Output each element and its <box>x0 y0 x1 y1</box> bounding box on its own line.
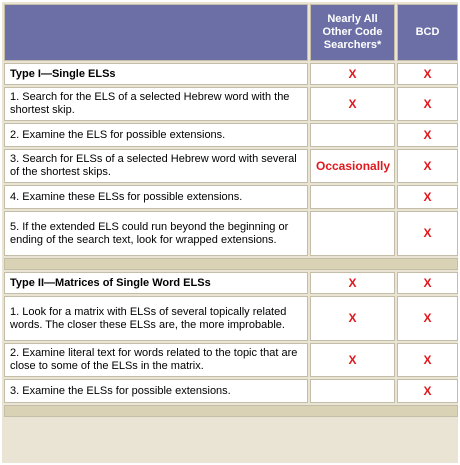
step-description: 2. Examine literal text for words related to the topic that are close to some of the ELSs in the matrix. <box>4 343 308 377</box>
table-header-row <box>4 4 458 61</box>
bcd-mark: X <box>397 63 458 85</box>
step-description: 3. Examine the ELSs for possible extensions. <box>4 379 308 403</box>
section-title: Type I—Single ELSs <box>4 63 308 85</box>
table-row <box>4 149 458 183</box>
other-searchers-mark: X <box>310 296 395 341</box>
separator-cell <box>4 405 458 417</box>
step-description: 3. Search for ELSs of a selected Hebrew word with several of the shortest skips. <box>4 149 308 183</box>
table-row <box>4 379 458 403</box>
bcd-mark: X <box>397 296 458 341</box>
bcd-mark: X <box>397 149 458 183</box>
section-separator-band <box>4 405 458 417</box>
other-searchers-mark: X <box>310 63 395 85</box>
table-row <box>4 87 458 121</box>
step-description: 2. Examine the ELS for possible extensions. <box>4 123 308 147</box>
comparison-table <box>2 2 460 419</box>
header-cell-other-searchers: Nearly All Other Code Searchers* <box>310 4 395 61</box>
other-searchers-mark <box>310 185 395 209</box>
bcd-mark: X <box>397 185 458 209</box>
section-header-row <box>4 63 458 85</box>
table-row <box>4 123 458 147</box>
separator-cell <box>4 258 458 270</box>
other-searchers-mark: X <box>310 272 395 294</box>
table-row <box>4 185 458 209</box>
table-row <box>4 211 458 256</box>
step-description: 4. Examine these ELSs for possible extensions. <box>4 185 308 209</box>
step-description: 5. If the extended ELS could run beyond the beginning or ending of the search text, look for wrapped extensions. <box>4 211 308 256</box>
header-cell-bcd: BCD <box>397 4 458 61</box>
other-searchers-mark: X <box>310 343 395 377</box>
comparison-table-container <box>2 2 458 463</box>
other-searchers-mark <box>310 379 395 403</box>
section-header-row <box>4 272 458 294</box>
bcd-mark: X <box>397 272 458 294</box>
header-cell-steps <box>4 4 308 61</box>
other-searchers-mark: Occasionally <box>310 149 395 183</box>
bcd-mark: X <box>397 379 458 403</box>
section-separator-band <box>4 258 458 270</box>
table-row <box>4 343 458 377</box>
bcd-mark: X <box>397 123 458 147</box>
section-title: Type II—Matrices of Single Word ELSs <box>4 272 308 294</box>
step-description: 1. Look for a matrix with ELSs of several topically related words. The closer these ELSs are, the more improbable. <box>4 296 308 341</box>
step-description: 1. Search for the ELS of a selected Hebrew word with the shortest skip. <box>4 87 308 121</box>
bcd-mark: X <box>397 211 458 256</box>
table-row <box>4 296 458 341</box>
bcd-mark: X <box>397 87 458 121</box>
other-searchers-mark: X <box>310 87 395 121</box>
other-searchers-mark <box>310 123 395 147</box>
other-searchers-mark <box>310 211 395 256</box>
bcd-mark: X <box>397 343 458 377</box>
